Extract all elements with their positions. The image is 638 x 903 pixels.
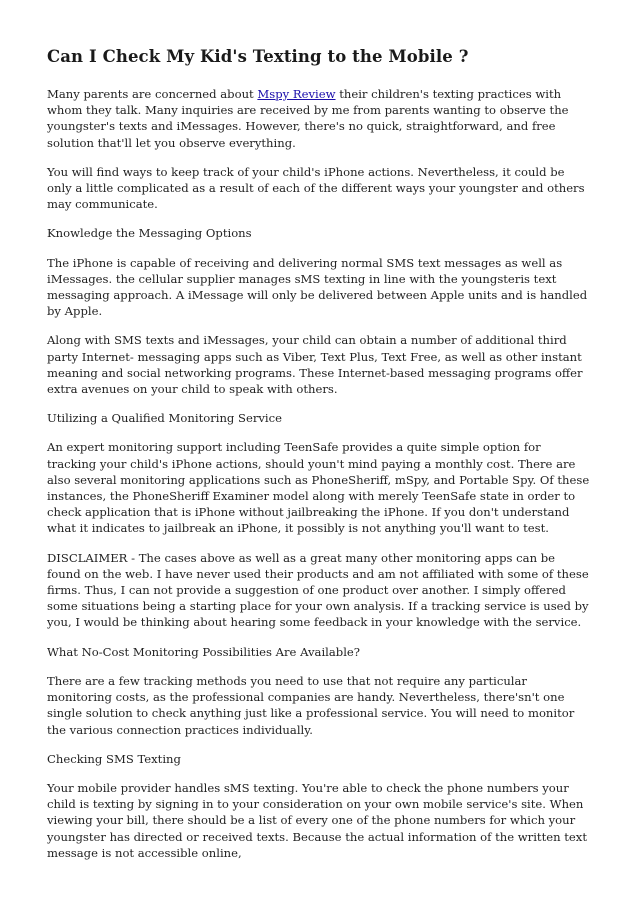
paragraph-tracking-methods: There are a few tracking methods you need to use that not require any particular monitoring costs, as the professional companies are handy. Nevertheless, there'sn't one single solution to check anything just like a professional service. You will need to monitor the various connection practices individually. xyxy=(47,673,575,737)
intro-text-before-link: Many parents are concerned about xyxy=(47,87,258,101)
paragraph-tracking-intro: You will find ways to keep track of your child's iPhone actions. Nevertheless, it could be only a little complicated as a result of each of the different ways your youngster and others may communicate. xyxy=(47,164,585,212)
section-heading-messaging-options: Knowledge the Messaging Options xyxy=(47,226,252,241)
paragraph-iphone-sms: The iPhone is capable of receiving and delivering normal SMS text messages as well as iMessages. the cellular supplier manages sMS texting in line with the youngsteris text messaging approach. A iMessage will only be delivered between Apple units and is handled by Apple. xyxy=(47,255,588,319)
intro-text-after-link: their children's texting practices with whom they talk. Many inquiries are received by me from parents wanting to observe the youngster's texts and iMessages. However, there's no quick, straightforward, and free solution that'll let you observe everything. xyxy=(47,87,569,150)
paragraph-disclaimer: DISCLAIMER - The cases above as well as a great many other monitoring apps can be found on the web. I have never used their products and am not affiliated with some of these firms. Thus, I can not provide a suggestion of one product over another. I simply offered some situations being a starting place for your own analysis. If a tracking service is used by you, I would be thinking about hearing some feedback in your knowledge with the service. xyxy=(47,550,589,630)
mspy-review-link[interactable]: Mspy Review xyxy=(257,87,336,101)
paragraph-mobile-provider: Your mobile provider handles sMS texting. You're able to check the phone numbers your child is texting by signing in to your consideration on your own mobile service's site. When viewing your bill, there should be a list of every one of the phone numbers for which your youngster has directed or received texts. Because the actual information of the written text message is not accessible online, xyxy=(47,780,587,860)
page-title: Can I Check My Kid's Texting to the Mobile ? xyxy=(47,47,469,66)
intro-paragraph xyxy=(47,86,592,151)
paragraph-third-party-apps: Along with SMS texts and iMessages, your child can obtain a number of additional third party Internet- messaging apps such as Viber, Text Plus, Text Free, as well as other instant meaning and social networking programs. These Internet-based messaging programs offer extra avenues on your child to speak with others. xyxy=(47,333,583,397)
section-heading-monitoring-service: Utilizing a Qualified Monitoring Service xyxy=(47,411,282,426)
section-heading-checking-sms: Checking SMS Texting xyxy=(47,751,181,766)
paragraph-monitoring-support: An expert monitoring support including TeenSafe provides a quite simple option for tracking your child's iPhone actions, should youn't mind paying a monthly cost. There are also several monitoring applications such as PhoneSheriff, mSpy, and Portable Spy. Of these instances, the PhoneSheriff Examiner model along with merely TeenSafe state in order to check application that is iPhone without jailbreaking the iPhone. If you don't understand what it indicates to jailbreak an iPhone, it possibly is not anything you'll want to test. xyxy=(47,440,590,536)
section-heading-no-cost-monitoring: What No-Cost Monitoring Possibilities Are Available? xyxy=(47,644,361,659)
